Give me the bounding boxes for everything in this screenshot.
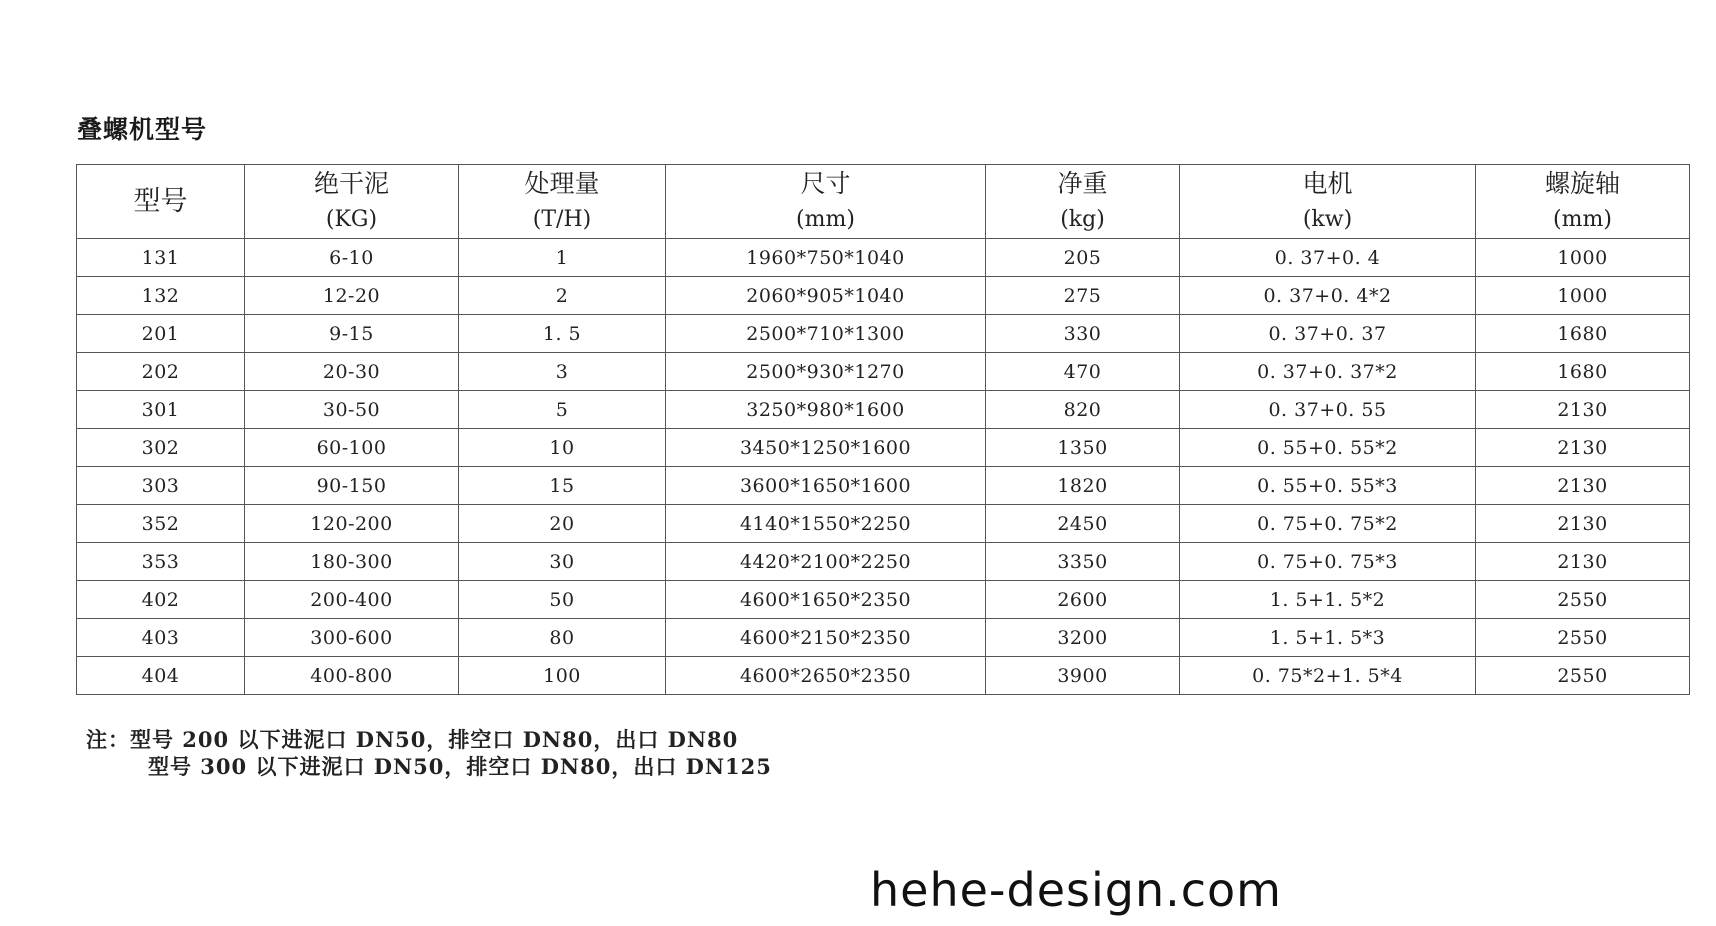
table-body <box>77 239 1690 695</box>
table-cell: 3600*1650*1600 <box>666 467 986 505</box>
table-row <box>77 391 1690 429</box>
column-header <box>986 165 1180 239</box>
table-cell: 3 <box>459 353 666 391</box>
table-cell: 2130 <box>1476 391 1690 429</box>
table-cell: 0. 55+0. 55*2 <box>1180 429 1476 467</box>
document-title: 叠螺机型号 <box>77 115 208 144</box>
table-cell: 4600*1650*2350 <box>666 581 986 619</box>
table-cell: 2550 <box>1476 581 1690 619</box>
table-cell: 10 <box>459 429 666 467</box>
table-cell: 404 <box>77 657 245 695</box>
table-cell: 1. 5+1. 5*2 <box>1180 581 1476 619</box>
note-line-1: 注：型号 200 以下进泥口 DN50，排空口 DN80，出口 DN80 <box>86 727 739 752</box>
column-header-unit: (kg) <box>1060 206 1105 232</box>
table-cell: 2130 <box>1476 467 1690 505</box>
table-cell: 275 <box>986 277 1180 315</box>
table-cell: 0. 37+0. 37*2 <box>1180 353 1476 391</box>
table-cell: 60-100 <box>245 429 459 467</box>
column-header-title: 螺旋轴 <box>1544 168 1620 198</box>
table-cell: 0. 37+0. 55 <box>1180 391 1476 429</box>
column-header-title: 电机 <box>1302 168 1353 198</box>
table-row <box>77 353 1690 391</box>
table-cell: 330 <box>986 315 1180 353</box>
table-cell: 820 <box>986 391 1180 429</box>
table-cell: 0. 37+0. 4*2 <box>1180 277 1476 315</box>
table-cell: 2 <box>459 277 666 315</box>
table-cell: 352 <box>77 505 245 543</box>
table-cell: 400-800 <box>245 657 459 695</box>
table-cell: 3350 <box>986 543 1180 581</box>
table-cell: 3900 <box>986 657 1180 695</box>
column-header <box>245 165 459 239</box>
table-row <box>77 239 1690 277</box>
table-header <box>77 165 1690 239</box>
column-header-title: 净重 <box>1057 168 1108 198</box>
table-row <box>77 429 1690 467</box>
table-row <box>77 581 1690 619</box>
table-cell: 0. 55+0. 55*3 <box>1180 467 1476 505</box>
table-cell: 20-30 <box>245 353 459 391</box>
table-cell: 200-400 <box>245 581 459 619</box>
column-header-title: 尺寸 <box>800 168 851 198</box>
table-cell: 300-600 <box>245 619 459 657</box>
table-cell: 120-200 <box>245 505 459 543</box>
table-cell: 2130 <box>1476 505 1690 543</box>
table-cell: 2550 <box>1476 619 1690 657</box>
table-row <box>77 657 1690 695</box>
table-cell: 0. 75+0. 75*3 <box>1180 543 1476 581</box>
table-row <box>77 467 1690 505</box>
table-cell: 1820 <box>986 467 1180 505</box>
table-cell: 470 <box>986 353 1180 391</box>
header-row <box>77 165 1690 239</box>
table-cell: 9-15 <box>245 315 459 353</box>
table-cell: 2500*710*1300 <box>666 315 986 353</box>
spec-table <box>76 164 1690 695</box>
table-cell: 301 <box>77 391 245 429</box>
table-cell: 403 <box>77 619 245 657</box>
table-cell: 100 <box>459 657 666 695</box>
watermark: hehe-design.com <box>870 863 1282 917</box>
column-header-unit: (mm) <box>1553 206 1612 232</box>
table-cell: 1000 <box>1476 277 1690 315</box>
table-cell: 3250*980*1600 <box>666 391 986 429</box>
note-line-2: 型号 300 以下进泥口 DN50，排空口 DN80，出口 DN125 <box>148 754 772 779</box>
table-cell: 1960*750*1040 <box>666 239 986 277</box>
column-header <box>666 165 986 239</box>
table-cell: 1. 5 <box>459 315 666 353</box>
table-cell: 1000 <box>1476 239 1690 277</box>
table-cell: 15 <box>459 467 666 505</box>
table-cell: 201 <box>77 315 245 353</box>
table-cell: 80 <box>459 619 666 657</box>
table-cell: 1680 <box>1476 353 1690 391</box>
table-cell: 131 <box>77 239 245 277</box>
table-cell: 205 <box>986 239 1180 277</box>
table-cell: 1 <box>459 239 666 277</box>
column-header <box>1476 165 1690 239</box>
table-cell: 303 <box>77 467 245 505</box>
table-cell: 0. 37+0. 4 <box>1180 239 1476 277</box>
table-cell: 180-300 <box>245 543 459 581</box>
table-cell: 4600*2650*2350 <box>666 657 986 695</box>
column-header-unit: (mm) <box>796 206 855 232</box>
table-cell: 2450 <box>986 505 1180 543</box>
table-cell: 3450*1250*1600 <box>666 429 986 467</box>
column-header <box>1180 165 1476 239</box>
table-cell: 2060*905*1040 <box>666 277 986 315</box>
table-cell: 353 <box>77 543 245 581</box>
table-cell: 3200 <box>986 619 1180 657</box>
table-cell: 30 <box>459 543 666 581</box>
column-header <box>77 165 245 239</box>
column-header-title: 绝干泥 <box>313 168 389 198</box>
table-cell: 2500*930*1270 <box>666 353 986 391</box>
table-cell: 1680 <box>1476 315 1690 353</box>
table-row <box>77 543 1690 581</box>
column-header-title: 型号 <box>133 185 188 217</box>
column-header-unit: (KG) <box>325 206 378 232</box>
table-cell: 2130 <box>1476 543 1690 581</box>
table-cell: 20 <box>459 505 666 543</box>
table-row <box>77 619 1690 657</box>
column-header-unit: (kw) <box>1302 206 1353 232</box>
table-cell: 4420*2100*2250 <box>666 543 986 581</box>
column-header-title: 处理量 <box>524 168 600 198</box>
table-cell: 0. 75+0. 75*2 <box>1180 505 1476 543</box>
table-cell: 0. 37+0. 37 <box>1180 315 1476 353</box>
table-cell: 1350 <box>986 429 1180 467</box>
table-row <box>77 505 1690 543</box>
table-cell: 4140*1550*2250 <box>666 505 986 543</box>
table-cell: 30-50 <box>245 391 459 429</box>
table-cell: 6-10 <box>245 239 459 277</box>
table-cell: 2550 <box>1476 657 1690 695</box>
table-cell: 302 <box>77 429 245 467</box>
column-header <box>459 165 666 239</box>
table-cell: 132 <box>77 277 245 315</box>
table-cell: 5 <box>459 391 666 429</box>
table-cell: 0. 75*2+1. 5*4 <box>1180 657 1476 695</box>
table-cell: 402 <box>77 581 245 619</box>
table-cell: 2600 <box>986 581 1180 619</box>
table-cell: 4600*2150*2350 <box>666 619 986 657</box>
table-cell: 1. 5+1. 5*3 <box>1180 619 1476 657</box>
column-header-unit: (T/H) <box>532 206 592 232</box>
notes <box>86 726 772 780</box>
table-cell: 50 <box>459 581 666 619</box>
table-row <box>77 315 1690 353</box>
table-cell: 12-20 <box>245 277 459 315</box>
table-cell: 2130 <box>1476 429 1690 467</box>
table-cell: 90-150 <box>245 467 459 505</box>
table-cell: 202 <box>77 353 245 391</box>
table-row <box>77 277 1690 315</box>
